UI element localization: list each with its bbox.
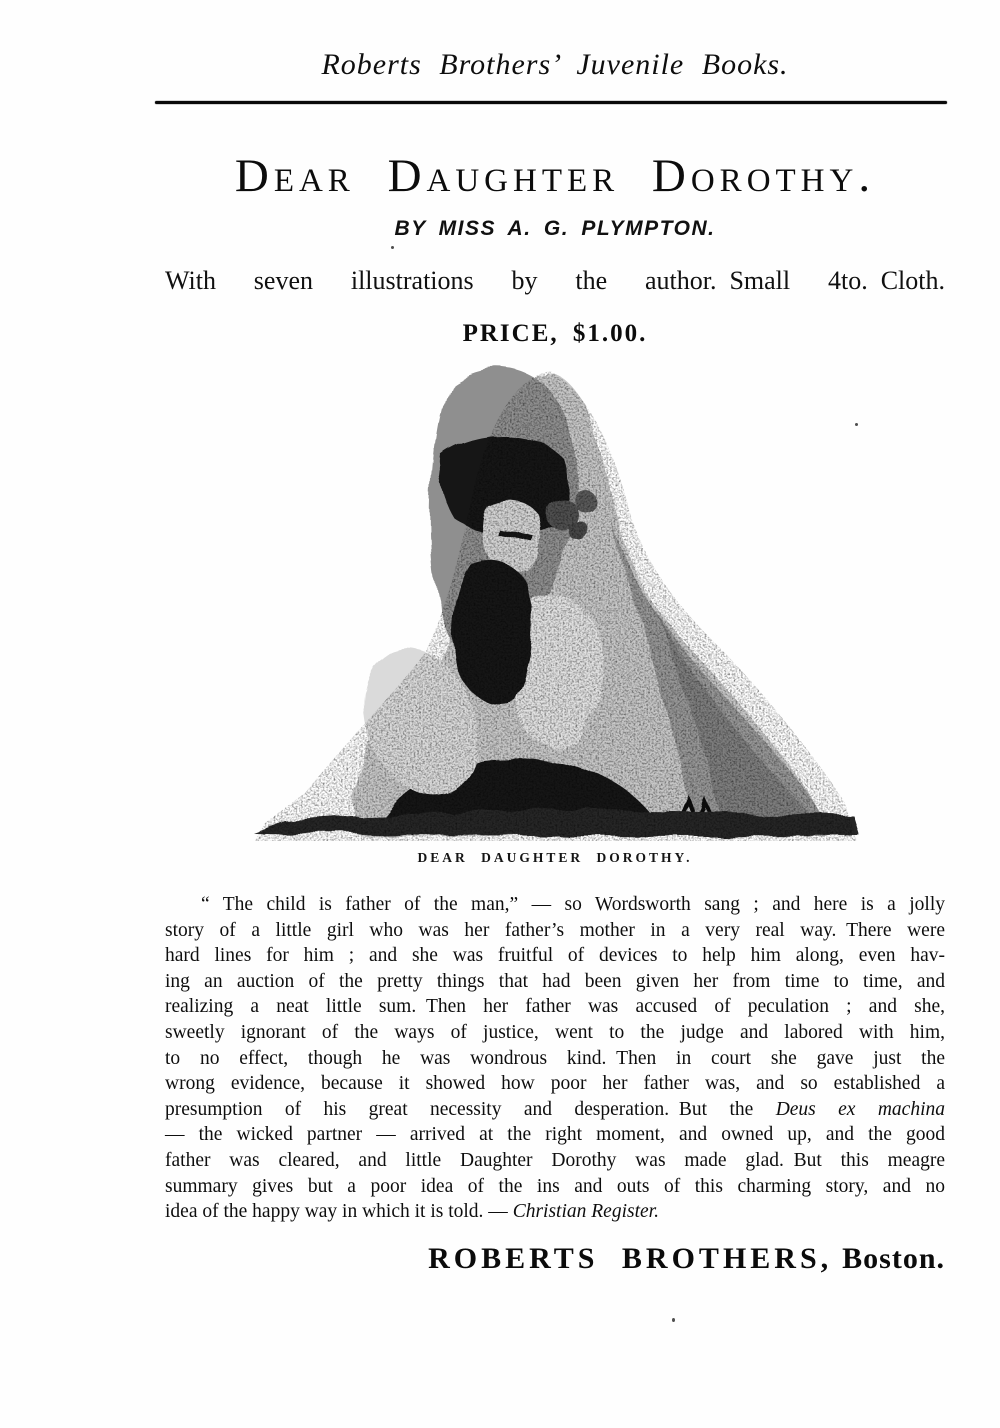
scan-speck <box>391 246 394 249</box>
review-line <box>165 1071 945 1097</box>
review-line <box>165 1199 945 1225</box>
review-line <box>165 1097 945 1123</box>
review-line <box>165 969 945 995</box>
scan-speck <box>672 1318 675 1322</box>
publisher-imprint <box>165 1241 948 1277</box>
review-text-segment: story of a little girl who was her father’s mother in a very real way. There were <box>165 919 945 941</box>
review-text-segment: — the wicked partner — arrived at the right moment, and owned up, and the good <box>165 1124 945 1146</box>
review-line <box>165 1174 945 1200</box>
review-line <box>165 1122 945 1148</box>
header-divider-rule <box>155 101 947 104</box>
review-line <box>165 918 945 944</box>
review-text-segment: ing an auction of the pretty things that had been given her from time to time, and <box>165 970 945 992</box>
book-title: Dear Daughter Dorothy. <box>234 150 876 202</box>
publisher-city: Boston. <box>842 1241 945 1275</box>
publisher-name: ROBERTS BROTHERS, <box>428 1241 833 1275</box>
review-line <box>165 1148 945 1174</box>
review-line <box>165 994 945 1020</box>
review-text-segment: father was cleared, and little Daughter Dorothy was made glad. But this meagre <box>165 1149 945 1171</box>
book-byline: BY MISS A. G. PLYMPTON. <box>394 217 716 240</box>
review-line <box>165 892 945 918</box>
book-illustration <box>245 363 865 843</box>
seated-girl-engraving-svg <box>245 363 865 843</box>
illustration-caption: DEAR DAUGHTER DOROTHY. <box>417 850 693 865</box>
review-italic-segment: Deus ex machina <box>775 1098 945 1120</box>
review-text-segment: idea of the happy way in which it is told. — <box>165 1201 513 1223</box>
scan-speck <box>855 423 858 426</box>
review-text-segment: realizing a neat little sum. Then her father was accused of peculation ; and she, <box>165 996 945 1018</box>
review-italic-segment: Christian Register. <box>512 1201 659 1223</box>
review-paragraph <box>165 892 945 1225</box>
review-line <box>165 1020 945 1046</box>
review-text-segment: “ The child is father of the man,” — so Wordsworth sang ; and here is a jolly <box>201 894 945 915</box>
book-price-line: PRICE, $1.00. <box>462 320 648 347</box>
review-text-segment: sweetly ignorant of the ways of justice, went to the judge and labored with him, <box>165 1021 945 1043</box>
series-header: Roberts Brothers’ Juvenile Books. <box>321 48 789 81</box>
review-text-segment: to no effect, though he was wondrous kind. Then in court she gave just the <box>165 1047 945 1069</box>
review-text-segment: presumption of his great necessity and desperation. But the <box>165 1098 776 1120</box>
review-text-segment: summary gives but a poor idea of the ins and outs of this charming story, and no <box>165 1175 945 1197</box>
review-text-segment: hard lines for him ; and she was fruitful of devices to help him along, even hav- <box>165 945 945 967</box>
review-text-segment: wrong evidence, because it showed how poor her father was, and so established a <box>165 1073 945 1095</box>
review-line <box>165 1046 945 1072</box>
book-format-line: With seven illustrations by the author. Small 4to. Cloth. <box>165 266 945 295</box>
review-line <box>165 943 945 969</box>
